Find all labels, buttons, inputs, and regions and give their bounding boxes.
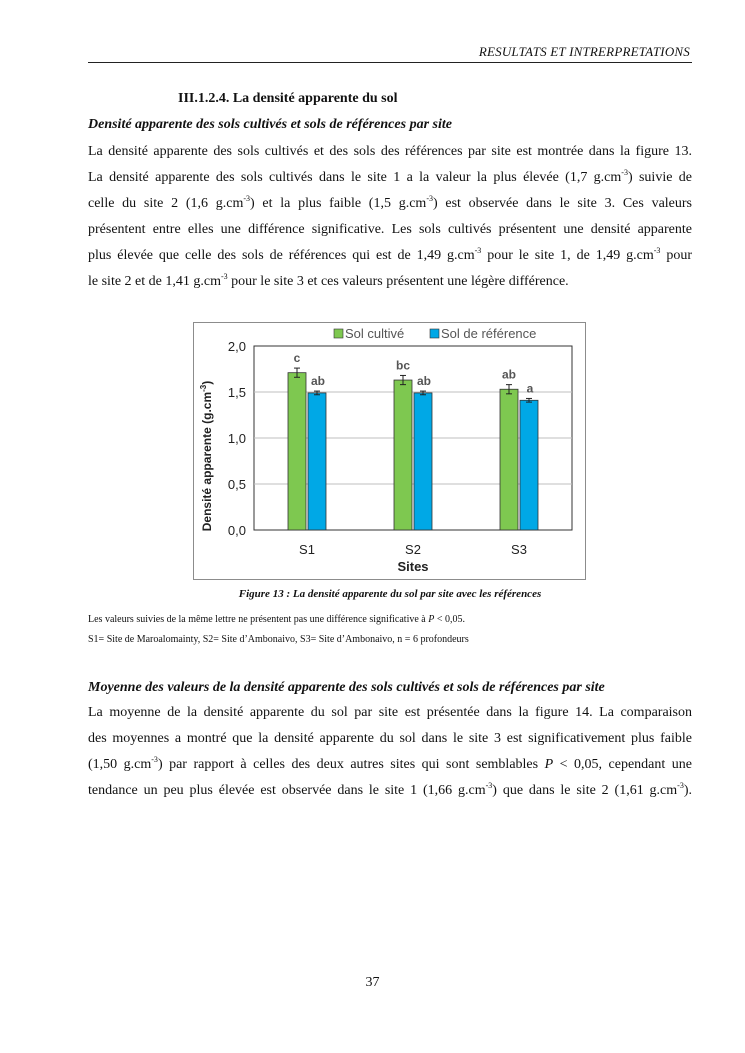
significance-letter: ab (310, 374, 326, 389)
y-tick-label: 0,0 (227, 523, 246, 538)
significance-letter: c (293, 351, 301, 366)
para2-line: (1,50 $g.cm^{-3}$) par rapport à celles des deux autres sites qui sont semblables P < 0,05, cependant une (88, 755, 692, 772)
x-axis-title: Sites (397, 559, 429, 574)
x-tick-label: S3 (511, 542, 527, 557)
figure-note-sites: S1= Site de Maroalomainty, S2= Site d’Ambonaivo, S3= Site d’Ambonaivo, n = 6 profondeurs (88, 634, 469, 645)
bar (288, 373, 306, 530)
para2-line: des moyennes a montré que la densité apparente du sol dans le site 3 est significativement plus faible (88, 731, 692, 746)
paragraph-part1 (88, 139, 692, 295)
legend-label: Sol de référence (441, 326, 537, 341)
para1-line: plus élevée que celle des sols de références qui est de 1,49 $g.cm^{-3}$ pour le site 1, de 1,49 $g.cm^{-3}$ pour (88, 246, 692, 263)
y-tick-label: 1,0 (227, 431, 246, 446)
header-rule (88, 62, 692, 63)
significance-letter: bc (395, 358, 411, 373)
significance-letter: ab (501, 367, 517, 382)
subheading-part1: Densité apparente des sols cultivés et sols de références par site (88, 117, 452, 132)
paragraph-part2 (88, 700, 692, 804)
bar (520, 400, 538, 530)
significance-letter: ab (416, 374, 432, 389)
para1-line: La densité apparente des sols cultivés et des sols des références par site est montrée dans la figure 13. (88, 144, 692, 159)
para1-line: celle du site 2 (1,6 $g.cm^{-3}$) et la plus faible (1,5 $g.cm^{-3}$) est observée dans le site 3. Ces valeurs (88, 194, 693, 211)
subheading-part2: Moyenne des valeurs de la densité apparente des sols cultivés et sols de références par site (88, 680, 605, 695)
bar-chart (194, 323, 585, 579)
y-tick-label: 1,5 (227, 385, 246, 400)
figure-caption: Figure 13 : La densité apparente du sol par site avec les références (238, 588, 542, 600)
figure-note-significance: Les valeurs suivies de la même lettre ne présentent pas une différence significative à P < 0,05. (88, 614, 465, 625)
bar (394, 380, 412, 530)
para1-line: La densité apparente des sols cultivés dans le site 1 a la valeur la plus élevée (1,7 $g.cm^{-3}$) suivie de (88, 168, 692, 185)
para1-line: présentent entre elles une différence significative. Les sols cultivés présentent une densité apparente (88, 222, 692, 237)
section-heading: III.1.2.4. La densité apparente du sol (178, 91, 398, 106)
legend-swatch (334, 329, 343, 338)
running-header: RESULTATS ET INTRERPRETATIONS (478, 44, 690, 59)
x-tick-label: S1 (299, 542, 315, 557)
y-tick-label: 0,5 (227, 477, 246, 492)
para1-line: le site 2 et de 1,41 $g.cm^{-3}$ pour le site 3 et ces valeurs présentent une légère différence. (88, 272, 569, 289)
para2-line: tendance un peu plus élevée est observée dans le site 1 (1,66 $g.cm^{-3}$) que dans le site 2 (1,61 $g.cm^{-3}$). (88, 781, 692, 798)
y-axis-title: Densité apparente $(g.cm^{-3})$ (199, 380, 214, 532)
page-number: 37 (365, 975, 380, 990)
significance-letter: a (526, 381, 534, 396)
legend-label: Sol cultivé (345, 326, 405, 341)
bar (414, 393, 432, 530)
para2-line: La moyenne de la densité apparente du sol par site est présentée dans la figure 14. La comparaison (88, 705, 692, 720)
bar (500, 389, 518, 530)
legend-swatch (430, 329, 439, 338)
figure-13-chart (193, 322, 586, 580)
bar (308, 393, 326, 530)
y-tick-label: 2,0 (227, 339, 246, 354)
x-tick-label: S2 (405, 542, 421, 557)
